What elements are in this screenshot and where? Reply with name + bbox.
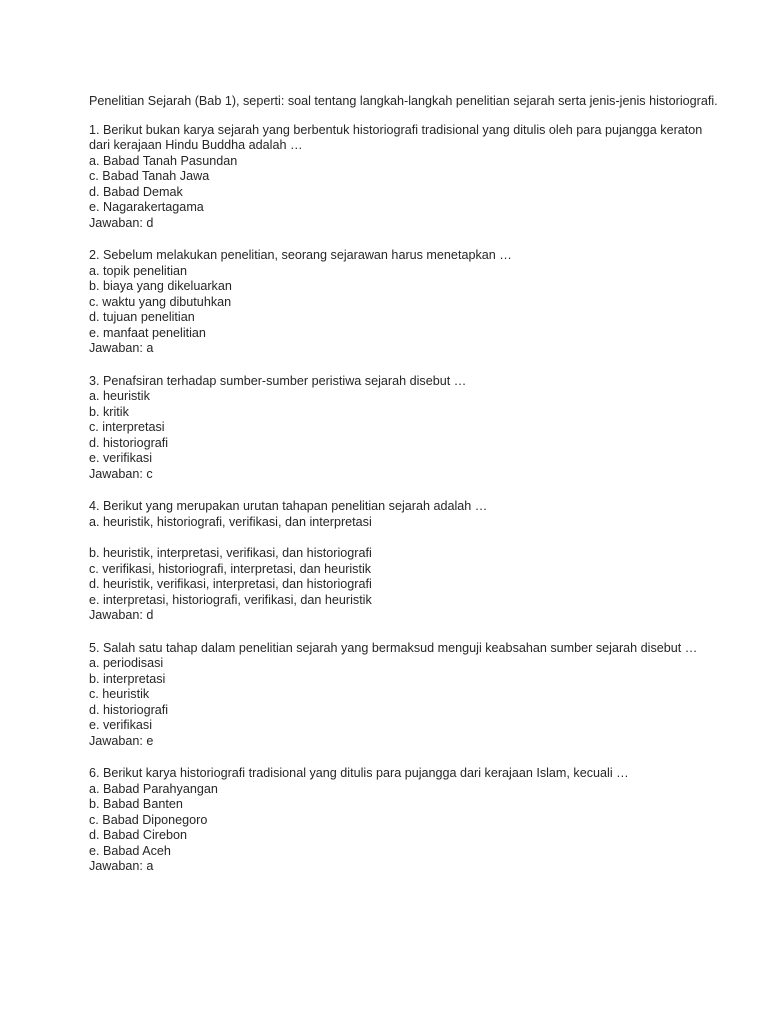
question-text: 5. Salah satu tahap dalam penelitian sejarah yang bermaksud menguji keabsahan sumber sejarah disebut …	[89, 640, 698, 655]
option: c. interpretasi	[89, 420, 165, 434]
question-text: 2. Sebelum melakukan penelitian, seorang sejarawan harus menetapkan …	[89, 248, 512, 262]
option: a. topik penelitian	[89, 263, 188, 278]
option: e. manfaat penelitian	[89, 325, 206, 340]
option: e. verifikasi	[89, 718, 152, 732]
option: c. Babad Diponegoro	[89, 812, 208, 827]
option: d. historiografi	[89, 702, 169, 717]
option: a. heuristik	[89, 389, 150, 403]
answer: Jawaban: d	[89, 215, 154, 230]
answer: Jawaban: c	[89, 466, 153, 481]
option: c. waktu yang dibutuhkan	[89, 294, 232, 309]
option: d. tujuan penelitian	[89, 310, 195, 324]
answer: Jawaban: a	[89, 341, 154, 355]
question-text: 3. Penafsiran terhadap sumber-sumber peristiwa sejarah disebut …	[89, 373, 467, 388]
option: b. Babad Banten	[89, 797, 183, 811]
option: e. Nagarakertagama	[89, 200, 204, 214]
question-text: 1. Berikut bukan karya sejarah yang berbentuk historiografi tradisional yang ditulis oleh para pujangga keraton dari kerajaan Hindu Buddha adalah …	[89, 122, 703, 152]
option: d. Babad Demak	[89, 184, 183, 199]
question-2	[89, 248, 719, 357]
option: b. interpretasi	[89, 671, 166, 686]
option: e. Babad Aceh	[89, 843, 171, 858]
option: a. Babad Parahyangan	[89, 781, 218, 796]
option: b. heuristik, interpretasi, verifikasi, dan historiografi	[89, 546, 372, 560]
question-1	[89, 123, 719, 232]
option: a. heuristik, historiografi, verifikasi, dan interpretasi	[89, 514, 372, 529]
option: b. kritik	[89, 404, 129, 419]
intro-paragraph: Penelitian Sejarah (Bab 1), seperti: soal tentang langkah-langkah penelitian sejarah serta jenis-jenis historiografi.	[89, 94, 718, 108]
question-6	[89, 766, 719, 875]
document-content	[89, 92, 719, 892]
option: a. Babad Tanah Pasundan	[89, 153, 238, 168]
option: d. heuristik, verifikasi, interpretasi, dan historiografi	[89, 577, 372, 591]
question-3	[89, 374, 719, 483]
option: c. verifikasi, historiografi, interpretasi, dan heuristik	[89, 561, 372, 576]
option: d. Babad Cirebon	[89, 828, 188, 842]
question-4	[89, 499, 719, 624]
answer: Jawaban: d	[89, 608, 154, 622]
option: c. heuristik	[89, 687, 150, 701]
option: c. Babad Tanah Jawa	[89, 169, 210, 183]
option: e. verifikasi	[89, 451, 152, 465]
option: b. biaya yang dikeluarkan	[89, 279, 232, 293]
option: a. periodisasi	[89, 656, 164, 670]
question-5	[89, 641, 719, 750]
question-text: 6. Berikut karya historiografi tradisional yang ditulis para pujangga dari kerajaan Islam, kecuali …	[89, 766, 629, 780]
option: d. historiografi	[89, 435, 169, 450]
question-text: 4. Berikut yang merupakan urutan tahapan penelitian sejarah adalah …	[89, 499, 488, 513]
answer: Jawaban: e	[89, 733, 154, 748]
blank-line	[89, 530, 719, 546]
answer: Jawaban: a	[89, 859, 154, 873]
option: e. interpretasi, historiografi, verifikasi, dan heuristik	[89, 592, 372, 607]
